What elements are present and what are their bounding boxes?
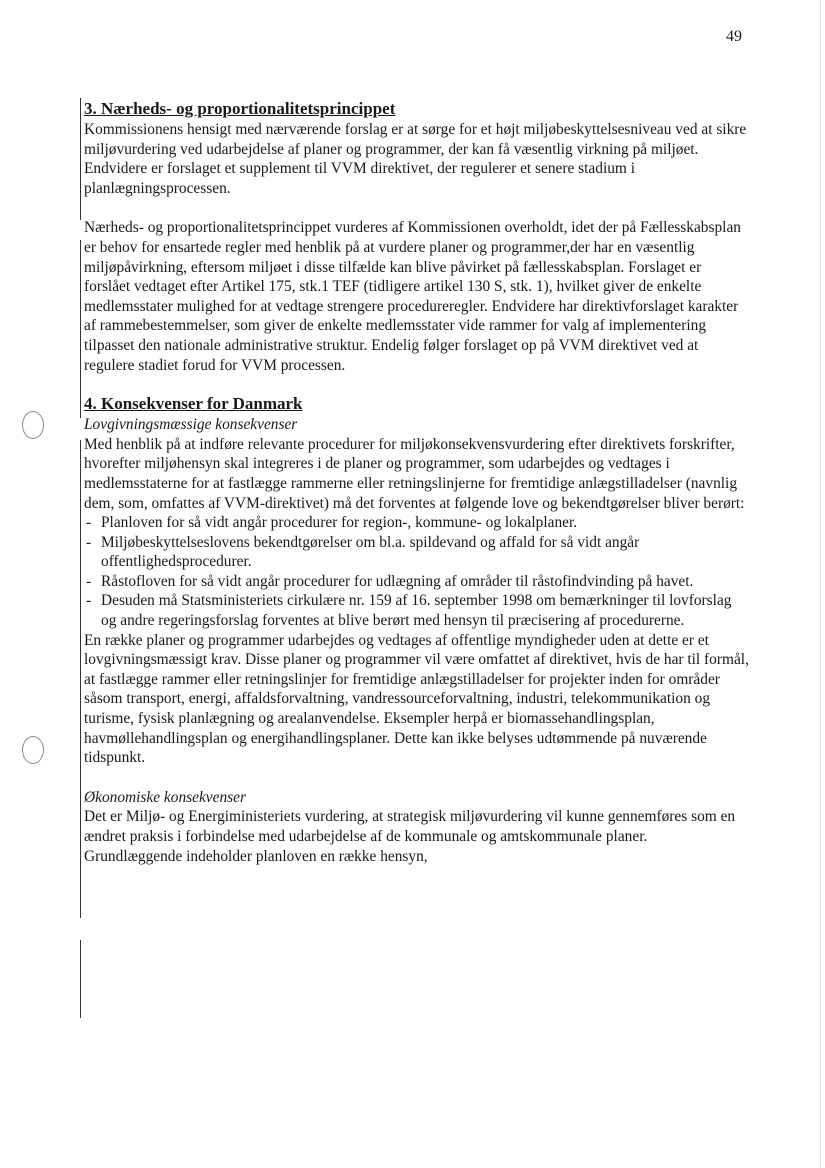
scan-edge-line xyxy=(820,0,821,1168)
list-item: - Miljøbeskyttelseslovens bekendtgørelser om bl.a. spildevand og affald for så vidt angår offentlighedsprocedurer. xyxy=(84,533,749,572)
section-3-paragraph-2: Nærheds- og proportionalitetsprincippet vurderes af Kommissionen overholdt, idet der på Fællesskabsplan er behov for ensartede regler med henblik på at vurdere planer og programmer,der har en væsentlig miljøpåvirkning, eftersom miljøet i disse tilfælde kan blive påvirket på fællesskabsplan. Forslaget er forslået vedtaget efter Artikel 175, stk.1 TEF (tidligere artikel 130 S, stk. 1), hvilket giver de enkelte medlemsstater mulighed for at vedtage strengere procedureregler. Endvidere har direktivforslaget karakter af rammebestemmelser, som giver de enkelte medlemsstater vide rammer for valg af implementering tilpasset den nationale administrative struktur. Endelig følger forslaget op på VVM direktivet ved at regulere stadiet forud for VVM processen. xyxy=(84,219,741,374)
legal-consequences-subheading: Lovgivningsmæssige konsekvenser xyxy=(84,416,298,434)
affected-laws-list xyxy=(84,513,749,631)
section-3-paragraph-1: Kommissionens hensigt med nærværende forslag er at sørge for et højt miljøbeskyttelsesniveau ved at sikre miljøvurdering ved udarbejdelse af planer og programmer, der kan få væsentlig virkning på miljøet. Endvidere er forslaget et supplement til VVM direktivet, der regulerer et senere stadium i planlægningsprocessen. xyxy=(84,121,747,197)
margin-line xyxy=(80,940,81,1018)
list-item: - Desuden må Statsministeriets cirkulære nr. 159 af 16. september 1998 om bemærkninger til lovforslag og andre regeringsforslag forventes at blive berørt med hensyn til præcisering af procedurerne. xyxy=(84,591,749,630)
margin-line xyxy=(80,98,81,220)
page-number: 49 xyxy=(726,28,742,45)
list-item: - Planloven for så vidt angår procedurer for region-, kommune- og lokalplaner. xyxy=(84,513,749,533)
economic-consequences-subheading: Økonomiske konsekvenser xyxy=(84,788,246,806)
section-4-heading: 4. Konsekvenser for Danmark xyxy=(84,394,303,414)
punch-hole-icon xyxy=(22,411,44,439)
margin-line xyxy=(80,440,81,918)
economic-paragraph: Det er Miljø- og Energiministeriets vurdering, at strategisk miljøvurdering vil kunne gennemføres som en ændret praksis i forbindelse med udarbejdelse af de kommunale og amtskommunale planer. Grundlæggende indeholder planloven en række hensyn, xyxy=(84,808,736,865)
margin-line xyxy=(80,240,81,418)
section-3-heading: 3. Nærheds- og proportionalitetsprincippet xyxy=(84,99,396,118)
list-item: - Råstofloven for så vidt angår procedurer for udlægning af områder til råstofindvinding på havet. xyxy=(84,572,749,592)
legal-intro-paragraph: Med henblik på at indføre relevante procedurer for miljøkonsekvensvurdering efter direktivets forskrifter, hvorefter miljøhensyn skal integreres i de planer og programmer, som udarbejdes og vedtages i medlemsstaterne for at fastlægge rammerne eller retningslinjerne for fremtidige anlægstilladelser (navnlig dem, som, omfattes af VVM-direktivet) må det forventes at følgende love og bekendtgørelser bliver berørt: xyxy=(84,435,745,512)
legal-paragraph-2: En række planer og programmer udarbejdes og vedtages af offentlige myndigheder uden at dette er et lovgivningsmæssigt krav. Disse planer og programmer vil være omfattet af direktivet, hvis de har til formål, at fastlægge rammer eller retningslinjer for fremtidige anlægstilladelser for projekter inden for områder såsom transport, energi, affaldsforvaltning, vandressourceforvaltning, industri, telekommunikation og turisme, fysisk planlægning og arealanvendelse. Eksempler herpå er biomassehandlingsplan, havmøllehandlingsplan og energihandlingsplaner. Dette kan ikke belyses udtømmende på nuværende tidspunkt. xyxy=(84,631,749,767)
document-body xyxy=(84,98,749,866)
punch-hole-icon xyxy=(22,736,44,764)
